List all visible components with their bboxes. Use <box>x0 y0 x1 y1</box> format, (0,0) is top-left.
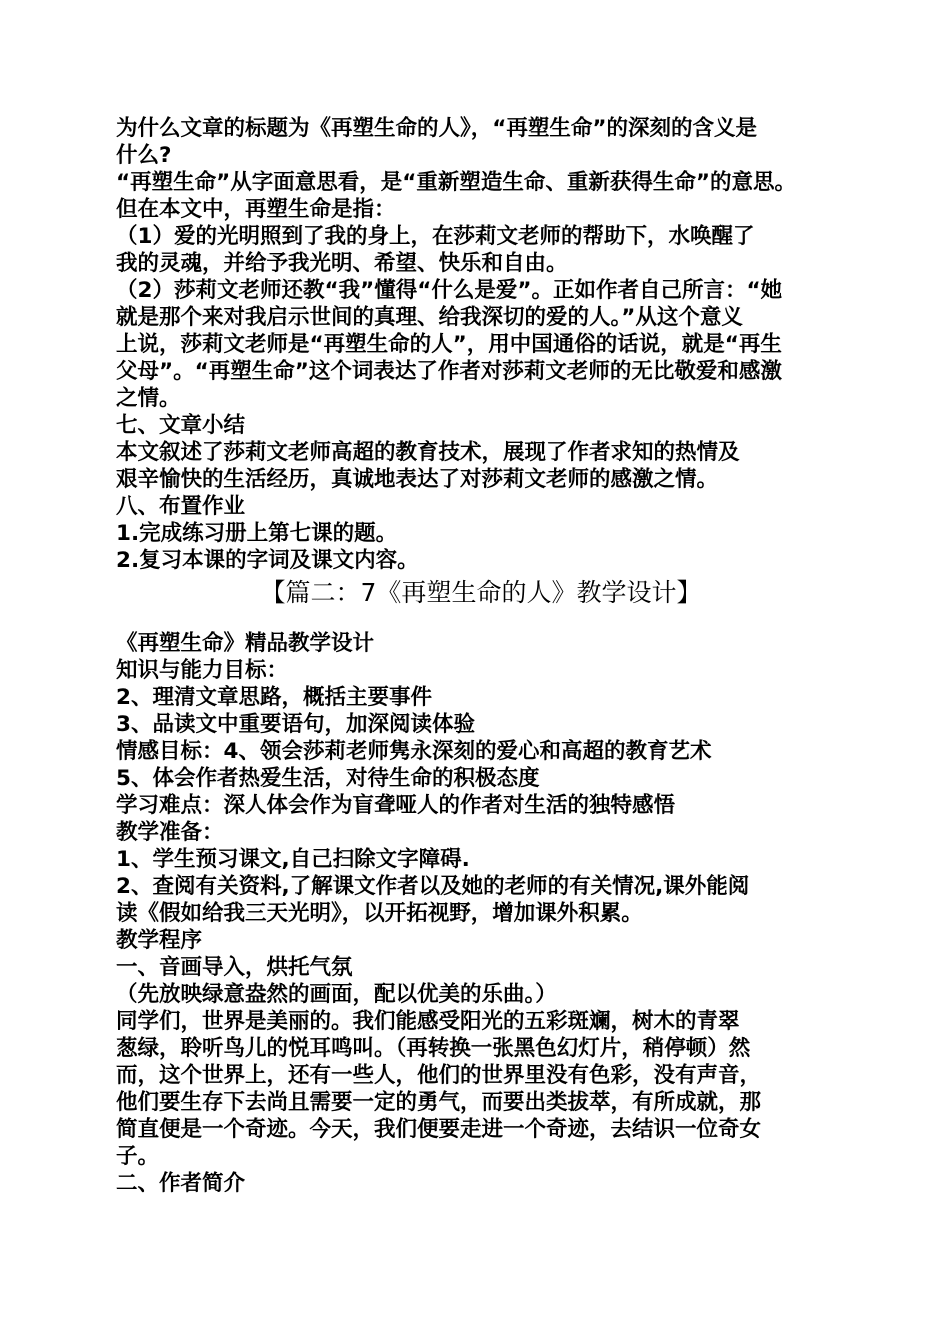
text-line: 我的灵魂，并给予我光明、希望、快乐和自由。 <box>116 251 568 276</box>
text-line: 知识与能力目标： <box>116 658 289 683</box>
text-line: 1.完成练习册上第七课的题。 <box>116 521 398 546</box>
text-line: 之情。 <box>116 386 181 411</box>
text-line: 情感目标：4、领会莎莉老师隽永深刻的爱心和高超的教育艺术 <box>116 739 712 764</box>
text-line: 简直便是一个奇迹。今天，我们便要走进一个奇迹，去结识一位奇女 <box>116 1117 762 1142</box>
text-line: （先放映绿意盎然的画面，配以优美的乐曲。） <box>116 982 557 1007</box>
text-line: 父母”。“再塑生命”这个词表达了作者对莎莉文老师的无比敬爱和感激 <box>116 359 782 384</box>
text-line: 2、理清文章思路，概括主要事件 <box>116 685 432 710</box>
text-line: 1、学生预习课文,自己扫除文字障碍. <box>116 847 470 872</box>
text-line: 5、体会作者热爱生活，对待生命的积极态度 <box>116 766 540 791</box>
text-line: 而，这个世界上，还有一些人，他们的世界里没有色彩，没有声音， <box>116 1063 762 1088</box>
section-heading: 教学程序 <box>116 928 203 953</box>
text-line: （2）莎莉文老师还教“我”懂得“什么是爱”。正如作者自己所言：“她 <box>116 278 783 303</box>
text-line: 为什么文章的标题为《再塑生命的人》，“再塑生命”的深刻的含义是 <box>116 116 758 141</box>
text-line: 2、查阅有关资料,了解课文作者以及她的老师的有关情况,课外能阅 <box>116 874 750 899</box>
text-line: “再塑生命”从字面意思看，是“重新塑造生命、重新获得生命”的意思。 <box>116 170 797 195</box>
text-line: 《再塑生命》精品教学设计 <box>116 631 375 656</box>
section-heading: 八、布置作业 <box>116 494 246 519</box>
text-line: 什么? <box>116 143 172 168</box>
text-line: 子。 <box>116 1144 160 1169</box>
text-line: 学习难点：深人体会作为盲聋哑人的作者对生活的独特感悟 <box>116 793 676 818</box>
section-heading: 七、文章小结 <box>116 413 246 438</box>
section-heading: 二、作者简介 <box>116 1171 246 1196</box>
text-line: 2.复习本课的字词及课文内容。 <box>116 548 419 573</box>
text-line: 教学准备： <box>116 820 224 845</box>
text-line: 就是那个来对我启示世间的真理、给我深切的爱的人。”从这个意义 <box>116 305 743 330</box>
text-line: 同学们，世界是美丽的。我们能感受阳光的五彩斑斓，树木的青翠 <box>116 1009 740 1034</box>
text-line: 但在本文中，再塑生命是指： <box>116 197 396 222</box>
text-line: （1）爱的光明照到了我的身上，在莎莉文老师的帮助下，水唤醒了 <box>116 224 755 249</box>
text-line: 本文叙述了莎莉文老师高超的教育技术，展现了作者求知的热情及 <box>116 440 740 465</box>
section-heading: 一、音画导入，烘托气氛 <box>116 955 353 980</box>
text-line: 葱绿，聆听鸟儿的悦耳鸣叫。（再转换一张黑色幻灯片，稍停顿）然 <box>116 1036 751 1061</box>
text-line: 他们要生存下去尚且需要一定的勇气，而要出类拔萃，有所成就，那 <box>116 1090 762 1115</box>
text-line: 读《假如给我三天光明》，以开拓视野，增加课外积累。 <box>116 901 643 926</box>
document-body <box>116 115 846 1197</box>
text-line: 艰辛愉快的生活经历，真诚地表达了对莎莉文老师的感激之情。 <box>116 467 719 492</box>
text-line: 上说，莎莉文老师是“再塑生命的人”，用中国通俗的话说，就是“再生 <box>116 332 782 357</box>
text-line: 3、品读文中重要语句，加深阅读体验 <box>116 712 475 737</box>
article-title: 【篇二：7《再塑生命的人》教学设计】 <box>260 578 702 607</box>
